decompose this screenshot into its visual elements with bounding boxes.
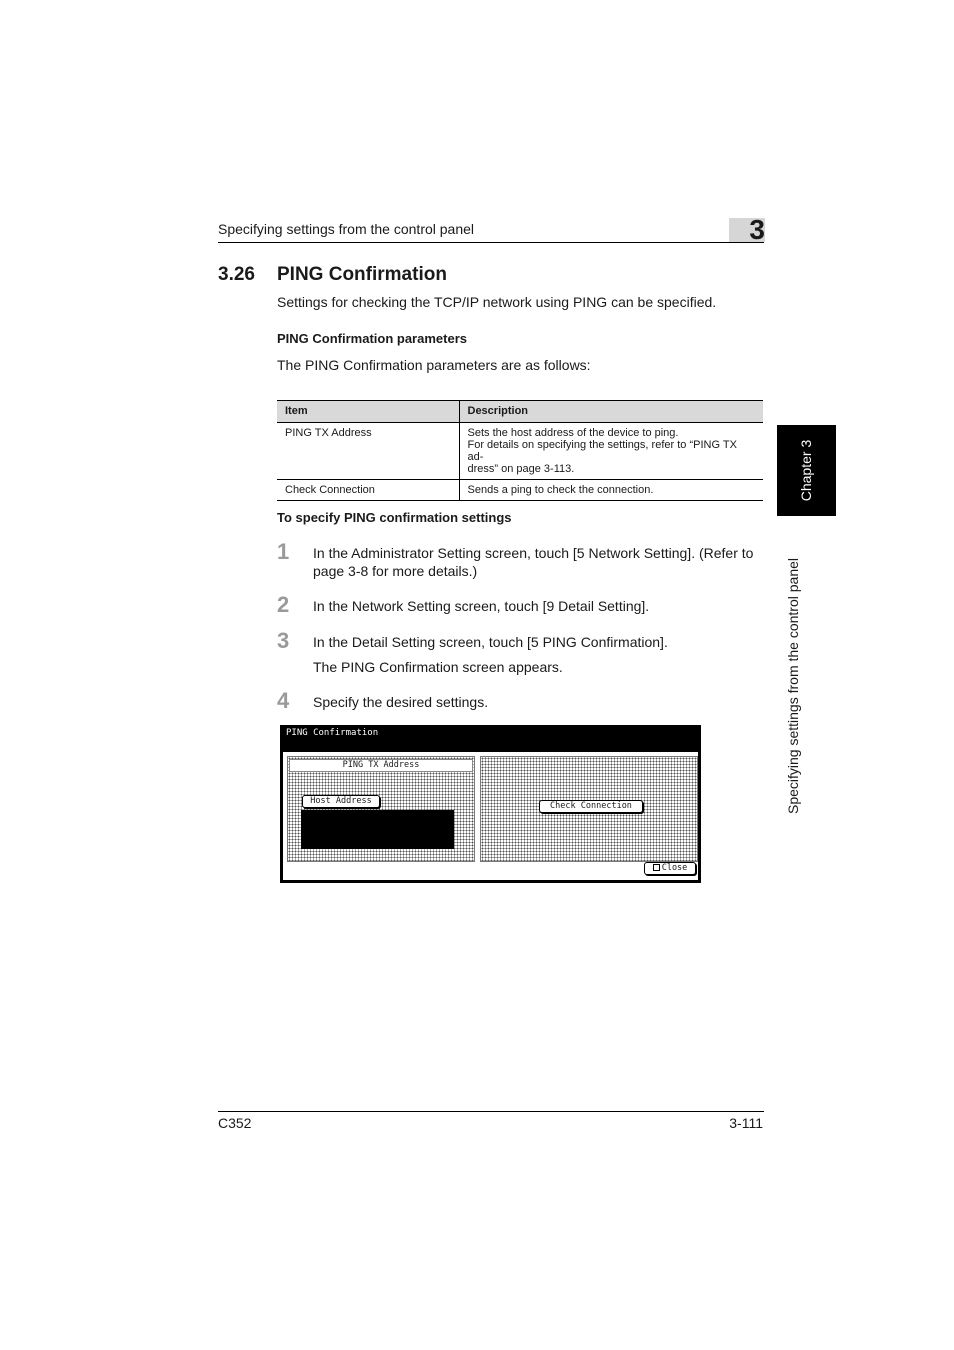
table-row — [277, 423, 763, 480]
ping-confirmation-screen — [280, 725, 701, 883]
step-number: 2 — [277, 592, 290, 617]
desc-line: dress” on page 3-113. — [467, 463, 575, 475]
row-description — [459, 423, 763, 480]
host-address-button[interactable]: Host Address — [302, 795, 380, 808]
row-description — [459, 480, 763, 501]
screen-title: PING Confirmation — [286, 728, 379, 738]
ping-tx-pane — [287, 756, 475, 862]
section-intro: Settings for checking the TCP/IP network using PING can be specified. — [277, 294, 717, 310]
parameter-table — [277, 400, 763, 501]
screen-body — [283, 752, 698, 880]
params-lead: The PING Confirmation parameters are as follows: — [277, 357, 591, 373]
close-button-label: Close — [661, 863, 688, 873]
step-number: 3 — [277, 628, 290, 653]
header-description: Description — [459, 401, 763, 423]
side-running-title: Specifying settings from the control panel — [785, 557, 801, 815]
check-connection-button[interactable]: Check Connection — [539, 800, 643, 813]
desc-line: Sets the host address of the device to ping. — [467, 427, 679, 439]
row-item: PING TX Address — [277, 423, 459, 480]
header-rule — [218, 242, 764, 243]
step-text: In the Network Setting screen, touch [9 Detail Setting]. — [313, 598, 650, 614]
running-header: Specifying settings from the control panel — [218, 221, 475, 237]
desc-line: For details on specifying the settings, refer to “PING TX ad- — [467, 439, 737, 463]
table-header-row — [277, 401, 763, 423]
check-connection-pane — [480, 756, 698, 862]
step-note: The PING Confirmation screen appears. — [313, 659, 563, 675]
footer-model: C352 — [218, 1115, 252, 1131]
row-item: Check Connection — [277, 480, 459, 501]
close-button[interactable] — [644, 862, 696, 875]
step-line: page 3-8 for more details.) — [313, 563, 478, 579]
step-text: Specify the desired settings. — [313, 694, 489, 710]
chapter-side-tab — [777, 425, 836, 516]
host-address-display — [301, 810, 454, 849]
step-number: 4 — [277, 688, 290, 713]
step-text: In the Detail Setting screen, touch [5 PING Confirmation]. — [313, 634, 668, 650]
params-heading: PING Confirmation parameters — [277, 331, 467, 346]
section-title — [218, 264, 447, 286]
chapter-tab-label: Chapter 3 — [798, 439, 814, 502]
section-title-text: PING Confirmation — [277, 264, 447, 285]
step-text — [313, 544, 768, 580]
footer-rule — [218, 1111, 764, 1112]
step-number: 1 — [277, 539, 290, 564]
section-number: 3.26 — [218, 264, 255, 285]
procedure-heading: To specify PING confirmation settings — [277, 510, 512, 525]
close-icon — [653, 864, 660, 871]
desc-line: Sends a ping to check the connection. — [467, 484, 654, 496]
header-item: Item — [277, 401, 459, 423]
table-row — [277, 480, 763, 501]
chapter-number: 3 — [749, 214, 765, 245]
footer-page-number: 3-111 — [729, 1115, 763, 1131]
step-line: In the Administrator Setting screen, touch [5 Network Setting]. (Refer to — [313, 545, 754, 561]
ping-tx-address-label: PING TX Address — [289, 759, 473, 772]
